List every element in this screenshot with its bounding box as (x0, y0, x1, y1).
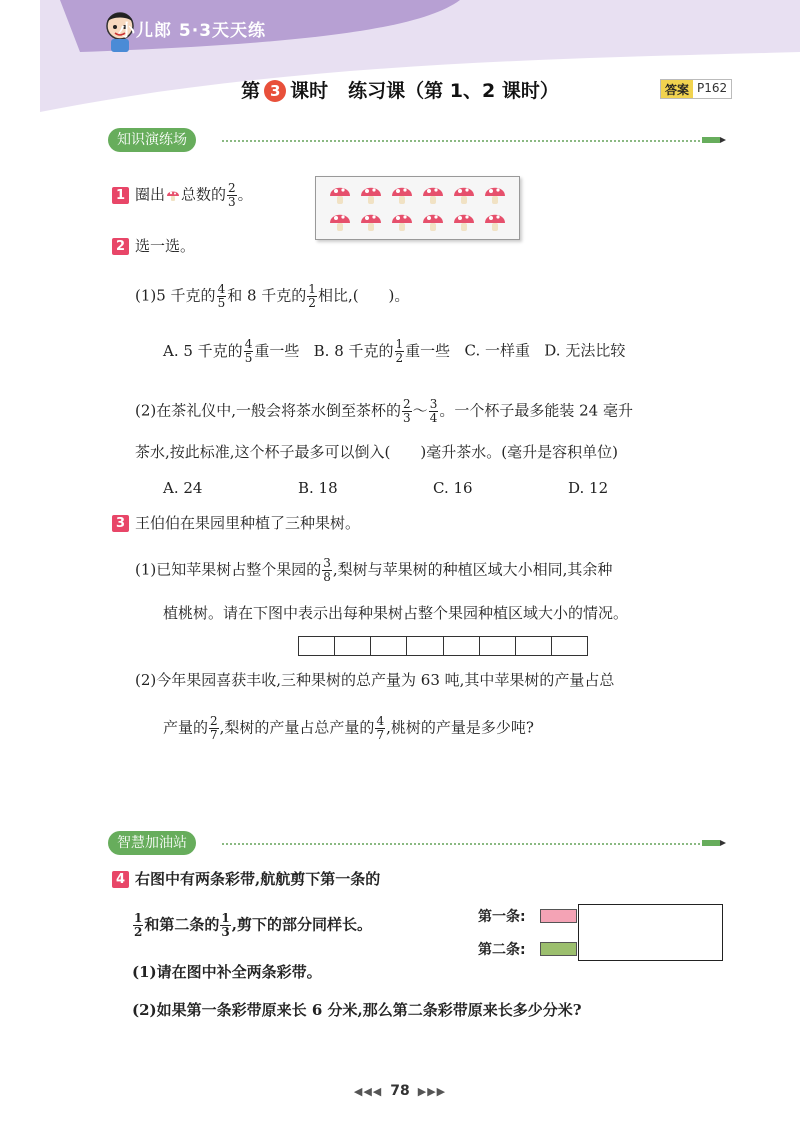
mushroom-icon[interactable] (484, 211, 506, 233)
section-divider (222, 843, 700, 845)
page-number: 78 (390, 1083, 410, 1099)
pencil-icon (702, 839, 726, 847)
ribbon-1[interactable] (540, 909, 577, 923)
fraction: $\frac{1}{2}$ (308, 282, 316, 310)
pencil-icon (702, 136, 726, 144)
fraction: $\frac{1}{2}$ (134, 911, 143, 939)
q2-part-1-options (163, 338, 625, 365)
grid-cell[interactable] (552, 637, 587, 655)
section-divider (222, 140, 700, 142)
option-b[interactable]: B. 8 千克的 $\frac{1}{2}$ 重一些 (313, 337, 451, 365)
q1-text-middle: 总数的 (181, 185, 227, 204)
mushroom-icon[interactable] (360, 184, 382, 206)
orchard-grid[interactable] (298, 636, 588, 656)
fraction: $\frac{3}{8}$ (323, 556, 331, 584)
next-arrows-icon: ▶▶▶ (417, 1085, 447, 1098)
page-footer (0, 1083, 800, 1099)
fraction: $\frac{4}{5}$ (217, 282, 226, 310)
answer-label: 答案 (661, 80, 693, 98)
q3-part-2-line-1: (2)今年果园喜获丰收,三种果树的总产量为 63 吨,其中苹果树的产量占总 (135, 671, 615, 689)
question-number-badge: 3 (112, 515, 129, 532)
title-suffix: 课时 (290, 80, 329, 102)
grid-cell[interactable] (516, 637, 552, 655)
q3-part-2-line-2: 产量的 $\frac{2}{7}$ ,梨树的产量占总产量的 $\frac{4}{7}$ ,桃树的产量是多少吨? (163, 714, 534, 742)
q2-part-2-option-b[interactable]: B. 18 (298, 479, 338, 497)
q3-part-1-line-2: 植桃树。请在下图中表示出每种果树占整个果园种植区域大小的情况。 (163, 604, 629, 622)
mushroom-icon[interactable] (329, 184, 351, 206)
question-2 (112, 236, 195, 256)
option-a[interactable]: A. 5 千克的 $\frac{4}{5}$ 重一些 (163, 337, 300, 365)
mushroom-icon (166, 188, 180, 202)
mushroom-icon[interactable] (360, 211, 382, 233)
mushroom-icon[interactable] (422, 184, 444, 206)
grid-cell[interactable] (444, 637, 480, 655)
q1-text-before: 圈出 (135, 185, 166, 204)
mushroom-icon[interactable] (484, 184, 506, 206)
mushroom-icon[interactable] (422, 211, 444, 233)
q4-line-2: $\frac{1}{2}$ 和第二条的 $\frac{1}{3}$ ,剪下的部分同样长。 (134, 911, 372, 939)
grid-cell[interactable] (407, 637, 443, 655)
q2-part-2: (2)在茶礼仪中,一般会将茶水倒至茶杯的 $\frac{2}{3}$ ～ $\frac{3}{4}$ 。一个杯子最多能装 24 毫升 (135, 397, 633, 425)
mushroom-icon[interactable] (329, 211, 351, 233)
q2-part-2-line-2: 茶水,按此标准,这个杯子最多可以倒入( )毫升茶水。(毫升是容积单位) (135, 443, 618, 461)
grid-cell[interactable] (299, 637, 335, 655)
grid-cell[interactable] (480, 637, 516, 655)
fraction: $\frac{3}{4}$ (429, 397, 438, 425)
question-number-badge: 1 (112, 187, 129, 204)
question-3 (112, 513, 360, 533)
lesson-number-badge: 3 (264, 80, 286, 102)
fraction: $\frac{2}{3}$ (403, 397, 411, 425)
fraction: $\frac{2}{3}$ (228, 181, 236, 209)
q4-line-1: 右图中有两条彩带,航航剪下第一条的 (135, 870, 381, 888)
grid-cell[interactable] (335, 637, 371, 655)
mushroom-icon[interactable] (453, 184, 475, 206)
q2-part-1: (1)5 千克的 $\frac{4}{5}$ 和 8 千克的 $\frac{1}{2}$ 相比,( )。 (135, 282, 410, 310)
section-practice-label: 知识演练场 (108, 128, 196, 152)
answer-page: P162 (697, 81, 728, 95)
ribbon-2-label: 第二条: (478, 942, 526, 958)
q1-text-after: 。 (237, 185, 253, 204)
option-d[interactable]: D. 无法比较 (544, 341, 626, 360)
mushroom-icon[interactable] (453, 211, 475, 233)
fraction: $\frac{2}{7}$ (210, 714, 218, 742)
ribbon-drawing-area[interactable] (578, 904, 723, 961)
grid-cell[interactable] (371, 637, 407, 655)
q3-part-1: (1)已知苹果树占整个果园的 $\frac{3}{8}$ ,梨树与苹果树的种植区域大小相同,其余种 (135, 556, 613, 584)
question-number-badge: 4 (112, 871, 129, 888)
title-main: 练习课（第 1、2 课时） (348, 80, 559, 102)
brand-logo: 小儿郎 5·3天天练 (118, 21, 267, 41)
q4-part-1: (1)请在图中补全两条彩带。 (132, 963, 322, 981)
q4-part-2: (2)如果第一条彩带原来长 6 分米,那么第二条彩带原来长多少分米? (132, 1001, 582, 1019)
section-boost-label: 智慧加油站 (108, 831, 196, 855)
mushroom-grid[interactable] (315, 176, 520, 240)
prev-arrows-icon: ◀◀◀ (353, 1085, 383, 1098)
mushroom-icon[interactable] (391, 184, 413, 206)
title-prefix: 第 (241, 80, 261, 102)
q3-text: 王伯伯在果园里种植了三种果树。 (135, 514, 361, 532)
option-c[interactable]: C. 一样重 (464, 341, 530, 360)
question-1 (112, 182, 253, 209)
q2-part-2-option-a[interactable]: A. 24 (163, 479, 203, 497)
ribbon-2[interactable] (540, 942, 577, 956)
ribbon-1-label: 第一条: (478, 909, 526, 925)
q2-part-2-option-d[interactable]: D. 12 (568, 479, 609, 497)
question-number-badge: 2 (112, 238, 129, 255)
q2-part-2-option-c[interactable]: C. 16 (433, 479, 473, 497)
answer-reference[interactable] (660, 79, 732, 99)
mushroom-icon[interactable] (391, 211, 413, 233)
fraction: $\frac{1}{3}$ (221, 911, 230, 939)
fraction: $\frac{4}{7}$ (376, 714, 385, 742)
question-4 (112, 869, 380, 889)
q2-text: 选一选。 (135, 237, 196, 255)
